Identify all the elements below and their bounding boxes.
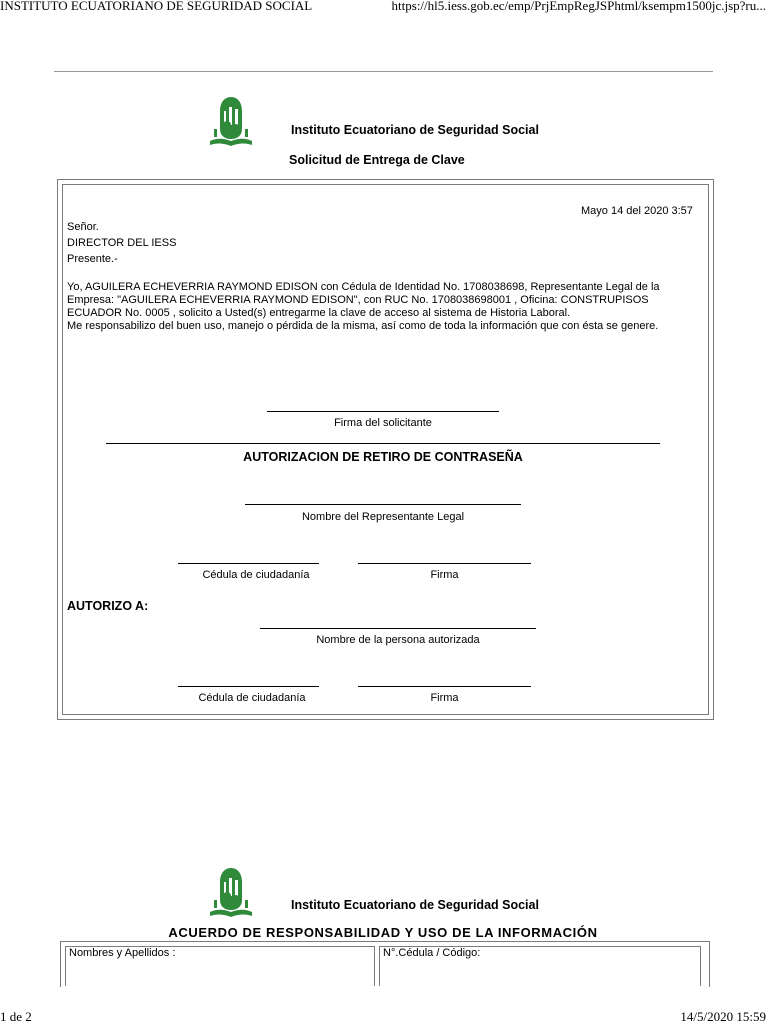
applicant-signature-label: Firma del solicitante	[334, 417, 432, 429]
salutation-senor: Señor.	[67, 221, 99, 233]
names-label: Nombres y Apellidos :	[69, 947, 176, 959]
request-paragraph-line2: Empresa: "AGUILERA ECHEVERRIA RAYMOND EDISON", con RUC No. 1708038698001 , Oficina: CONSTRUPISOS	[67, 294, 649, 306]
signature-line-2	[358, 686, 531, 687]
representative-name-label: Nombre del Representante Legal	[301, 511, 465, 523]
id-code-cell	[379, 946, 701, 986]
signature-label-1: Firma	[430, 569, 459, 581]
names-cell	[65, 946, 375, 986]
institution-name-2: Instituto Ecuatoriano de Seguridad Social	[291, 898, 539, 912]
iess-logo	[206, 80, 256, 166]
signature-line-representative	[245, 504, 521, 505]
request-paragraph-line3: ECUADOR No. 0005 , solicito a Usted(s) entregarme la clave de acceso al sistema de Historia Laboral.	[67, 307, 571, 319]
signature-line-1	[358, 563, 531, 564]
request-paragraph-line4: Me responsabilizo del buen uso, manejo o pérdida de la misma, así como de toda la información que con ésta se genere.	[67, 320, 659, 332]
id-line-1	[178, 563, 319, 564]
document-title: Solicitud de Entrega de Clave	[289, 153, 465, 167]
print-footer-datetime: 14/5/2020 15:59	[680, 1009, 766, 1024]
signature-line-authorized	[260, 628, 536, 629]
authorize-to-label: AUTORIZO A:	[67, 599, 149, 613]
id-label-2: Cédula de ciudadanía	[198, 692, 306, 704]
print-header-url: https://hl5.iess.gob.ec/emp/PrjEmpRegJSPhtml/ksempm1500jc.jsp?ru...	[391, 0, 766, 13]
request-date: Mayo 14 del 2020 3:57	[581, 205, 693, 217]
salutation-director: DIRECTOR DEL IESS	[67, 237, 177, 249]
print-footer-page: 1 de 2	[0, 1009, 32, 1024]
authorization-title: AUTORIZACION DE RETIRO DE CONTRASEÑA	[243, 450, 523, 464]
signature-line-applicant	[267, 411, 499, 412]
authorized-person-label: Nombre de la persona autorizada	[316, 634, 480, 646]
agreement-title: ACUERDO DE RESPONSABILIDAD Y USO DE LA INFORMACIÓN	[168, 925, 598, 940]
request-paragraph-line1: Yo, AGUILERA ECHEVERRIA RAYMOND EDISON con Cédula de Identidad No. 1708038698, Representante Legal de la	[67, 281, 660, 293]
print-header-title: INSTITUTO ECUATORIANO DE SEGURIDAD SOCIAL	[0, 0, 313, 13]
id-code-label: N°.Cédula / Código:	[383, 947, 481, 959]
salutation-presente: Presente.-	[67, 253, 118, 265]
signature-label-2: Firma	[430, 692, 459, 704]
top-divider	[54, 71, 713, 72]
id-label-1: Cédula de ciudadanía	[202, 569, 310, 581]
section-divider	[106, 443, 660, 444]
id-line-2	[178, 686, 319, 687]
institution-name: Instituto Ecuatoriano de Seguridad Social	[291, 123, 539, 137]
